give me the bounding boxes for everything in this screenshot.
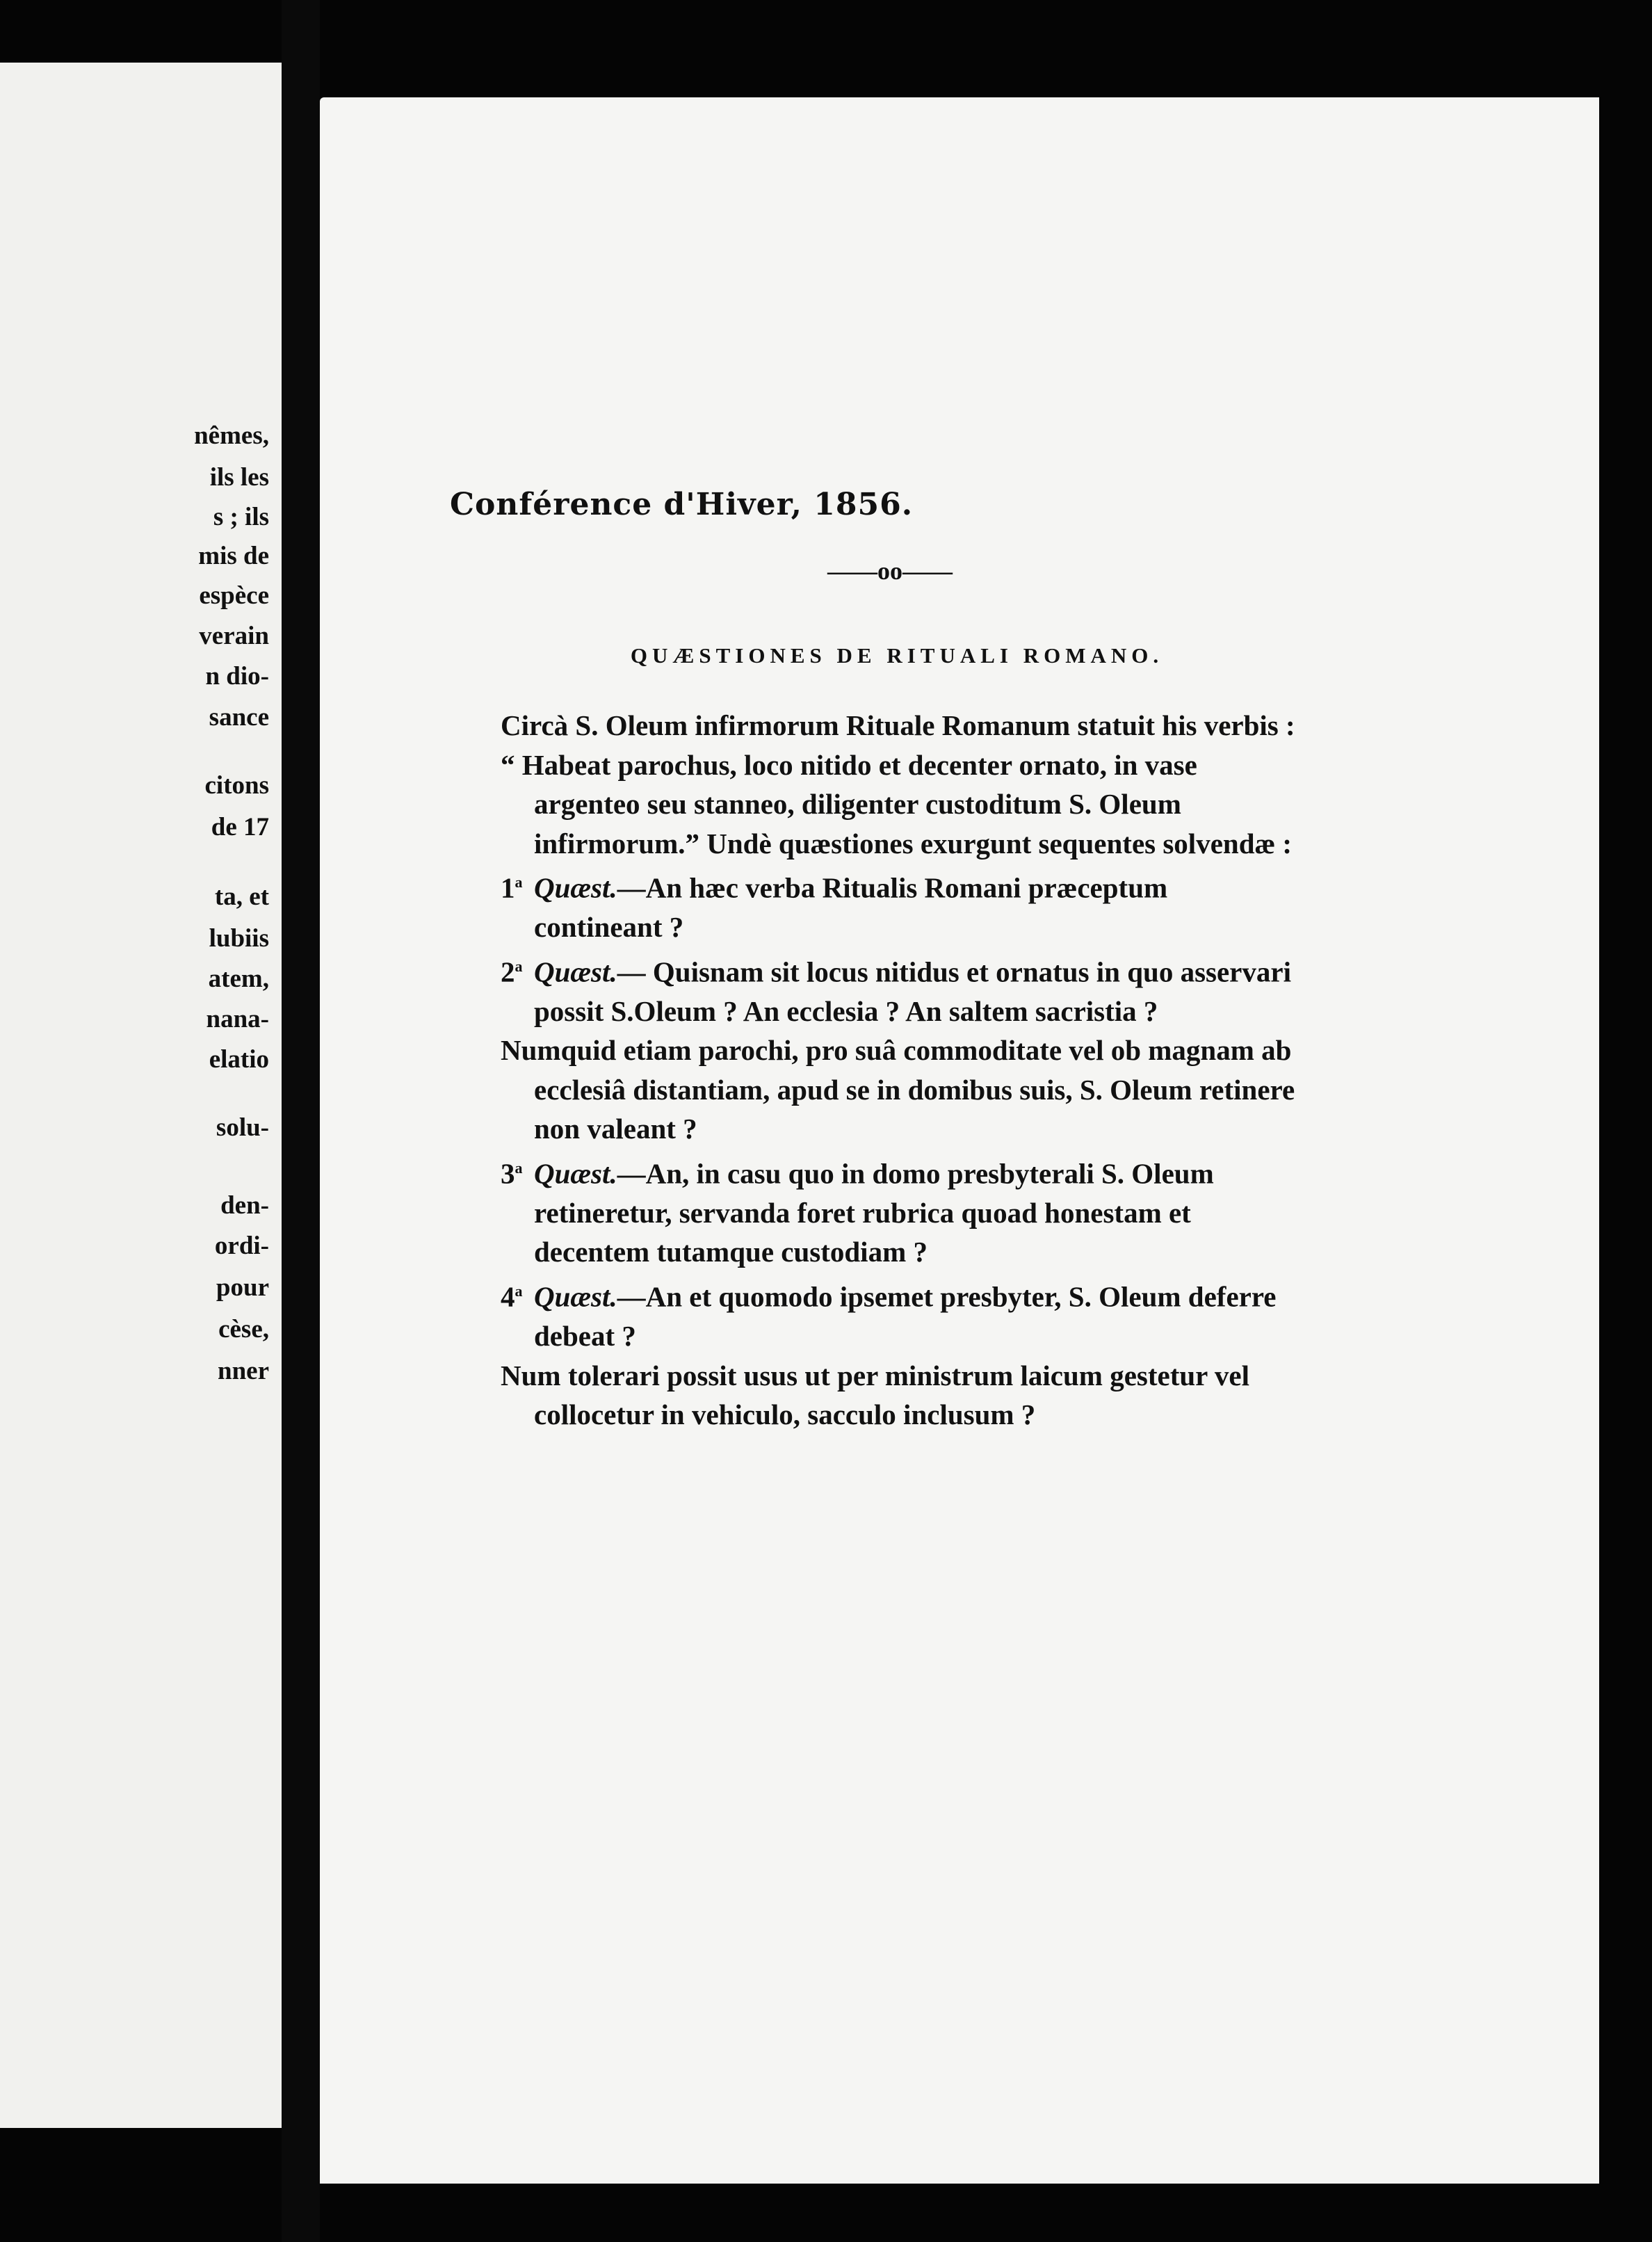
left-page-line: nner	[218, 1357, 269, 1385]
left-page-line: n dio-	[205, 662, 269, 691]
question-label: Quæst.	[534, 1157, 617, 1190]
question-text: —An, in casu quo in domo presbyterali S. Oleum retineretur, servanda foret rubrica quoad honestam et decentem tutamque custodiam ?	[534, 1157, 1214, 1268]
question-paragraph	[501, 863, 1300, 947]
left-page-line: nana-	[206, 1005, 269, 1033]
left-page-line: cèse,	[218, 1315, 269, 1344]
left-page-line: solu-	[216, 1113, 269, 1142]
left-page-line: ta, et	[214, 882, 269, 911]
body-text	[501, 706, 1300, 1435]
page-subtitle: QUÆSTIONES DE RITUALI ROMANO.	[630, 643, 1164, 668]
left-page-line: de 17	[211, 813, 269, 841]
question-paragraph	[501, 947, 1300, 1031]
left-page-line: ils les	[209, 463, 269, 492]
left-page-line: mis de	[198, 542, 269, 570]
question-paragraph	[501, 1149, 1300, 1272]
question-label: Quæst.	[534, 1280, 617, 1313]
question-paragraph	[501, 1356, 1300, 1435]
left-page-line: nêmes,	[194, 421, 269, 450]
intro-paragraph: Circà S. Oleum infirmorum Rituale Romanum statuit his verbis :	[501, 709, 1295, 741]
question-text: — Quisnam sit locus nitidus et ornatus in quo asservari possit S.Oleum ? An ecclesia ? An saltem sacristia ?	[534, 955, 1291, 1027]
question-paragraph	[501, 1031, 1300, 1149]
question-text: Numquid etiam parochi, pro suâ commoditate vel ob magnam ab ecclesiâ distantiam, apud se in domibus suis, S. Oleum retinere non valeant ?	[501, 1034, 1295, 1145]
left-page-line: atem,	[208, 965, 269, 993]
question-label: Quæst.	[534, 871, 617, 904]
question-number: 1$^a$	[501, 871, 523, 904]
left-page-line: den-	[220, 1191, 269, 1220]
question-number: 3$^a$	[501, 1157, 523, 1190]
left-page-line: sance	[209, 703, 269, 732]
question-list	[501, 863, 1300, 1435]
left-page-line: ordi-	[214, 1232, 269, 1260]
question-label: Quæst.	[534, 955, 617, 988]
left-page-line: lubiis	[209, 924, 269, 953]
question-text: Num tolerari possit usus ut per ministrum laicum gestetur vel collocetur in vehiculo, sacculo inclusum ?	[501, 1359, 1249, 1431]
left-page-line: pour	[216, 1273, 269, 1302]
left-page-line: s ; ils	[213, 503, 269, 531]
title-ornament: ——oo——	[827, 557, 953, 585]
question-text: —An hæc verba Ritualis Romani præceptum contineant ?	[534, 871, 1168, 944]
left-page-line: verain	[199, 622, 269, 650]
left-page-line: citons	[204, 771, 269, 800]
question-number: 2$^a$	[501, 955, 523, 988]
question-text: —An et quomodo ipsemet presbyter, S. Oleum deferre debeat ?	[534, 1280, 1277, 1353]
book-gutter	[282, 0, 320, 2242]
question-paragraph	[501, 1272, 1300, 1356]
quote-paragraph: “ Habeat parochus, loco nitido et decenter ornato, in vase argenteo seu stanneo, diligenter custoditum S. Oleum infirmorum.” Undè quæstiones exurgunt sequentes solvendæ :	[501, 748, 1293, 860]
left-page	[0, 63, 289, 2128]
left-page-line: elatio	[209, 1045, 269, 1074]
question-number: 4$^a$	[501, 1280, 523, 1313]
left-page-line: espèce	[199, 581, 269, 610]
